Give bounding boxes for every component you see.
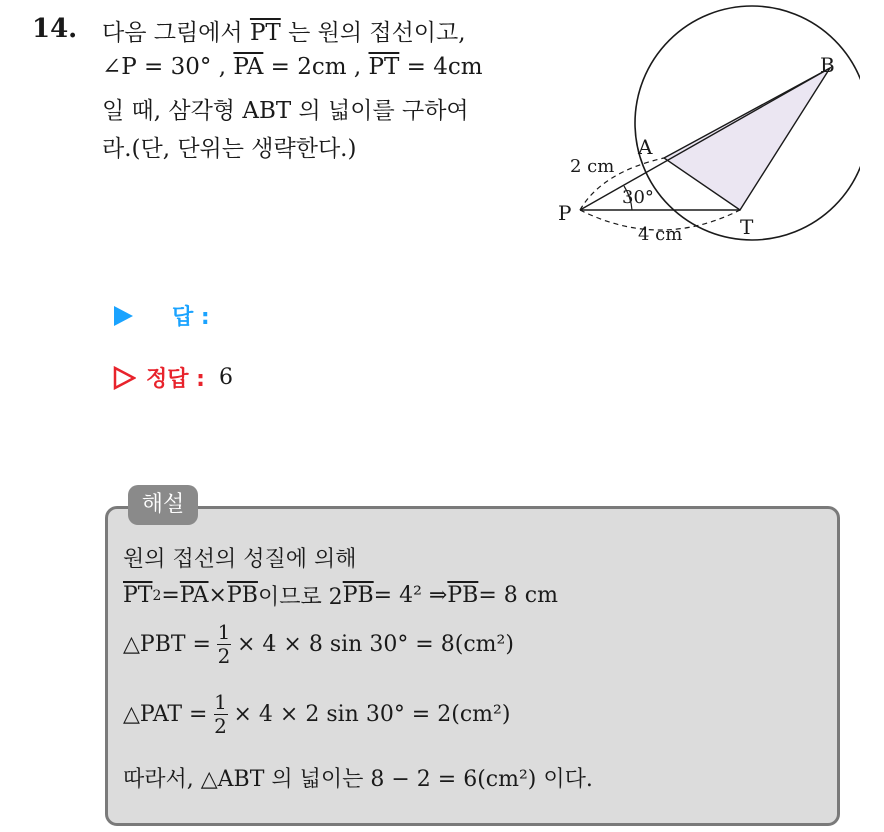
solution-text: 이므로 2 — [257, 585, 343, 610]
numerator: 1 — [214, 690, 227, 714]
solution-text: = 8 cm — [478, 583, 558, 608]
formula-pre: △PBT = — [123, 632, 211, 657]
fraction-half — [217, 622, 231, 667]
formula-post: × 4 × 2 sin 30° = 2(cm²) — [233, 702, 511, 727]
formula-post: × 4 × 8 sin 30° = 8(cm²) — [237, 632, 514, 657]
segment-pt: $\overline{PT}$ — [249, 20, 281, 46]
segment-pt: $\overline{PT}$ — [123, 583, 153, 608]
denominator: 2 — [214, 714, 227, 738]
secant-pb — [580, 68, 830, 210]
segment-pa: $\overline{PA}$ — [233, 54, 264, 80]
pa-value: = 2cm — [263, 54, 347, 80]
formula-pre: △PAT = — [123, 702, 208, 727]
problem-line-4: 라.(단, 단위는 생략한다.) — [102, 136, 357, 162]
triangle-abt — [664, 68, 830, 210]
segment-pb: $\overline{PB}$ — [447, 583, 479, 608]
problem-line-2 — [102, 54, 483, 80]
label-t: T — [740, 215, 754, 239]
problem-number: 14. — [32, 14, 78, 44]
answer-row — [112, 300, 210, 331]
problem-text: 다음 그림에서 — [102, 20, 250, 46]
play-icon — [112, 305, 134, 327]
label-angle: 30° — [622, 187, 654, 208]
label-b: B — [820, 53, 835, 77]
segment-pb: $\overline{PB}$ — [342, 583, 374, 608]
problem-text: 는 원의 접선이고, — [280, 20, 466, 46]
solution-line-5: 따라서, △ABT 의 넓이는 8 − 2 = 6(cm²) 이다. — [123, 767, 593, 792]
problem-line-3: 일 때, 삼각형 ABT 의 넓이를 구하여 — [102, 98, 469, 124]
solution-line-4 — [123, 692, 510, 737]
solution-line-2 — [123, 580, 558, 611]
denominator: 2 — [217, 644, 231, 668]
pt-value: = 4cm — [399, 54, 483, 80]
solution-line-1: 원의 접선의 성질에 의해 — [123, 547, 357, 572]
correct-answer-value: 6 — [218, 365, 233, 390]
angle-condition: ∠P = 30° — [102, 54, 212, 80]
triangle-outline-icon — [112, 366, 136, 390]
problem-line-1 — [102, 14, 466, 47]
solution-line-3 — [123, 622, 514, 667]
segment-pt: $\overline{PT}$ — [368, 54, 400, 80]
equals: = — [161, 583, 180, 608]
segment-pb: $\overline{PB}$ — [226, 583, 258, 608]
correct-answer-row — [112, 362, 233, 393]
times: × — [208, 583, 227, 608]
correct-answer-label: 정답 : — [146, 367, 205, 392]
answer-label: 답 : — [172, 305, 210, 330]
label-pa-length: 2 cm — [570, 156, 615, 177]
exponent: 2 — [152, 587, 162, 604]
separator: , — [346, 54, 369, 80]
label-pt-length: 4 cm — [638, 224, 683, 245]
solution-text: = 4² ⇒ — [373, 583, 448, 608]
separator: , — [211, 54, 234, 80]
segment-pa: $\overline{PA}$ — [179, 583, 209, 608]
label-p: P — [558, 201, 572, 225]
solution-tag: 해설 — [128, 485, 198, 525]
numerator: 1 — [217, 620, 231, 644]
geometry-diagram — [540, 0, 860, 250]
fraction-half — [214, 692, 228, 737]
label-a: A — [638, 135, 653, 159]
